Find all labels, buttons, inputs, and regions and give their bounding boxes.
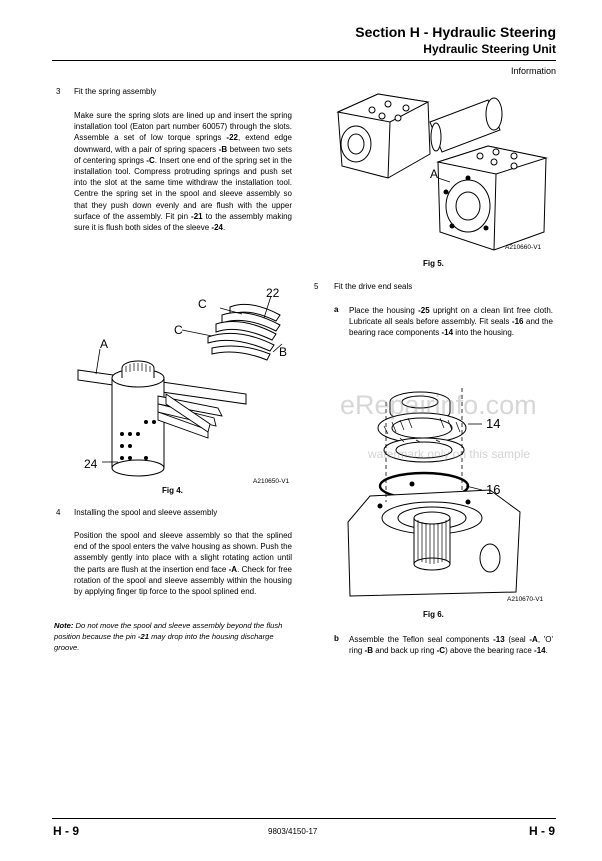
leader-c2 bbox=[182, 330, 212, 336]
fig4-label-c1: C bbox=[198, 297, 207, 311]
section-subtitle: Hydraulic Steering Unit bbox=[423, 42, 556, 56]
footer-page-right: H - 9 bbox=[528, 824, 555, 838]
step-3-body: Make sure the spring slots are lined up and insert the spring installation tool (Eaton part number 60057) through the slots. Assemble a set of low torque springs -22, extend edge downward, with a pair of spring spacers -B between two sets of centering springs -C. Insert one end of the spring set in the installation tool. Compress protruding springs and push set into the slot at the same time withdraw the installation tool. Centre the spring set in the spool and sleeve assembly so that they push down evenly and are flush with the upper surface of the assembly. Fit pin -21 to the assembly making sure it is flush both sides of the sleeve -24. bbox=[74, 111, 293, 233]
fig-6-caption: Fig 6. bbox=[423, 610, 444, 619]
step-4-title: Installing the spool and sleeve assembly bbox=[74, 508, 218, 517]
fig-4-id: A210650-V1 bbox=[253, 478, 290, 485]
step-4-number: 4 bbox=[56, 508, 61, 517]
fig4-label-24: 24 bbox=[84, 457, 98, 471]
fig4-label-22: 22 bbox=[266, 286, 280, 300]
watermark-subtext: watermark only on this sample bbox=[368, 447, 531, 461]
footer-document-number: 9803/4150-17 bbox=[268, 827, 318, 836]
header-divider bbox=[52, 60, 556, 61]
section-title: Section H - Hydraulic Steering bbox=[355, 24, 556, 40]
footer-divider bbox=[52, 818, 556, 819]
fig-4-caption: Fig 4. bbox=[162, 486, 183, 495]
footer-page-left: H - 9 bbox=[53, 824, 80, 838]
step-5b-letter: b bbox=[334, 634, 339, 643]
note-block: Note: Do not move the spool and sleeve assembly beyond the flush position because the pin -21 may drop into the housing discharge groove. bbox=[54, 621, 283, 652]
fig-5-illustration bbox=[318, 82, 558, 254]
watermark-text: eRepairinfo.com bbox=[340, 390, 537, 420]
step-5-number: 5 bbox=[314, 282, 319, 291]
step-5-title: Fit the drive end seals bbox=[334, 282, 413, 291]
fig6-label-14: 14 bbox=[486, 416, 501, 431]
step-5a-letter: a bbox=[334, 305, 339, 314]
fig5-label-a: A bbox=[430, 167, 439, 181]
step-3-number: 3 bbox=[56, 87, 61, 96]
fig-6-id: A210670-V1 bbox=[507, 596, 544, 603]
fig4-label-a: A bbox=[100, 337, 109, 351]
fig4-label-b: B bbox=[279, 345, 288, 359]
step-4-body: Position the spool and sleeve assembly so that the splined end of the spool enters the valve housing as shown. Push the assembly gently into place with a slight rotating action until the parts are flush at the insertion end face -A. Check for free rotation of the spool and sleeve assembly within the housing by applying finger tip force to the spool splined end. bbox=[74, 531, 293, 597]
step-5a-body: Place the housing -25 upright on a clean lint free cloth. Lubricate all seals before assembly. Fit seals -16 and the bearing race components -14 into the housing. bbox=[349, 306, 554, 338]
step-5b-body: Assemble the Teflon seal components -13 (seal -A, 'O' ring -B and back up ring -C) above the bearing race -14. bbox=[349, 635, 553, 656]
fig-5-caption: Fig 5. bbox=[423, 259, 444, 268]
fig-4-illustration bbox=[70, 282, 300, 482]
step-3-title: Fit the spring assembly bbox=[74, 87, 157, 96]
info-label: Information bbox=[510, 66, 556, 76]
fig6-label-16: 16 bbox=[486, 482, 501, 497]
fig-5-id: A210660-V1 bbox=[505, 244, 542, 251]
fig4-label-c2: C bbox=[174, 323, 183, 337]
